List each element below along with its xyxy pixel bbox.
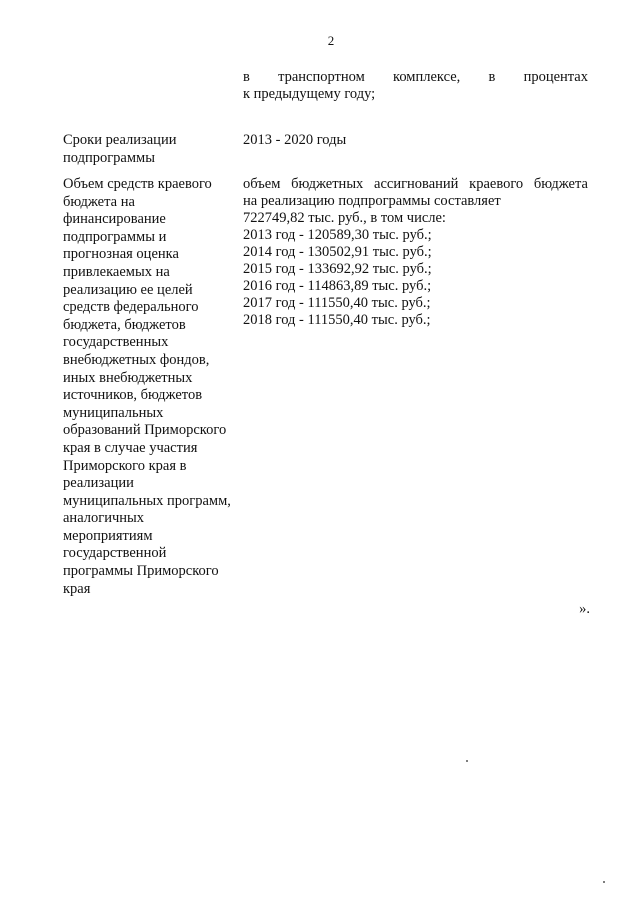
continuation-text bbox=[243, 69, 588, 102]
label-line: края bbox=[63, 580, 91, 597]
page-number: 2 bbox=[327, 33, 335, 48]
value-word: краевого bbox=[469, 176, 524, 192]
label-line: финансирование bbox=[63, 211, 166, 228]
value-line: 2013 - 2020 годы bbox=[243, 132, 347, 148]
label-line: Сроки реализации bbox=[63, 132, 177, 148]
value-line: 2018 год - 111550,40 тыс. руб.; bbox=[243, 312, 431, 328]
value-word: ассигнований bbox=[374, 176, 459, 192]
label-line: Приморского края в bbox=[63, 457, 187, 474]
continuation-word: в bbox=[243, 69, 250, 85]
row-value bbox=[243, 176, 588, 329]
label-line: реализации bbox=[63, 475, 134, 492]
label-line: бюджета на bbox=[63, 193, 135, 210]
label-line: иных внебюджетных bbox=[63, 369, 193, 386]
continuation-word: в bbox=[488, 69, 496, 85]
value-word: бюджета bbox=[533, 176, 588, 192]
label-line: программы Приморского bbox=[63, 563, 219, 580]
label-line: подпрограммы и bbox=[63, 228, 167, 245]
value-line: 2016 год - 114863,89 тыс. руб.; bbox=[243, 278, 432, 294]
value-line: 2014 год - 130502,91 тыс. руб.; bbox=[243, 244, 432, 260]
label-line: Объем средств краевого bbox=[63, 176, 212, 192]
label-line: мероприятиям bbox=[63, 527, 153, 544]
value-line: 2013 год - 120589,30 тыс. руб.; bbox=[243, 227, 432, 243]
value-line-justified bbox=[243, 176, 588, 193]
scan-speck bbox=[466, 760, 468, 762]
row-value bbox=[243, 132, 588, 149]
value-line: на реализацию подпрограммы составляет bbox=[243, 193, 501, 209]
label-line: бюджета, бюджетов bbox=[63, 316, 186, 333]
closing-quote-mark: ». bbox=[579, 601, 590, 617]
label-line: реализацию ее целей bbox=[63, 281, 193, 298]
label-line: прогнозная оценка bbox=[63, 246, 179, 263]
label-line: аналогичных bbox=[63, 510, 144, 527]
continuation-line-2: к предыдущему году; bbox=[243, 85, 376, 102]
label-line: государственных bbox=[63, 334, 169, 351]
label-line: муниципальных bbox=[63, 404, 164, 421]
value-line: 2015 год - 133692,92 тыс. руб.; bbox=[243, 261, 432, 277]
continuation-word: процентах bbox=[523, 69, 588, 85]
row-label bbox=[63, 176, 243, 598]
label-line: внебюджетных фондов, bbox=[63, 351, 210, 368]
label-line: муниципальных программ, bbox=[63, 492, 231, 509]
label-line: края в случае участия bbox=[63, 439, 198, 456]
label-line: образований Приморского bbox=[63, 422, 227, 439]
value-word: объем bbox=[243, 176, 281, 192]
label-line: источников, бюджетов bbox=[63, 387, 203, 404]
label-line: подпрограммы bbox=[63, 149, 155, 166]
label-line: государственной bbox=[63, 545, 167, 562]
continuation-word: комплексе, bbox=[393, 69, 461, 85]
continuation-line-1 bbox=[243, 69, 588, 86]
label-line: привлекаемых на bbox=[63, 263, 170, 280]
row-label bbox=[63, 132, 243, 167]
label-line: средств федерального bbox=[63, 299, 199, 316]
value-line: 722749,82 тыс. руб., в том числе: bbox=[243, 210, 446, 226]
scan-speck bbox=[603, 881, 605, 883]
value-line: 2017 год - 111550,40 тыс. руб.; bbox=[243, 295, 431, 311]
continuation-word: транспортном bbox=[278, 69, 365, 85]
value-word: бюджетных bbox=[291, 176, 364, 192]
